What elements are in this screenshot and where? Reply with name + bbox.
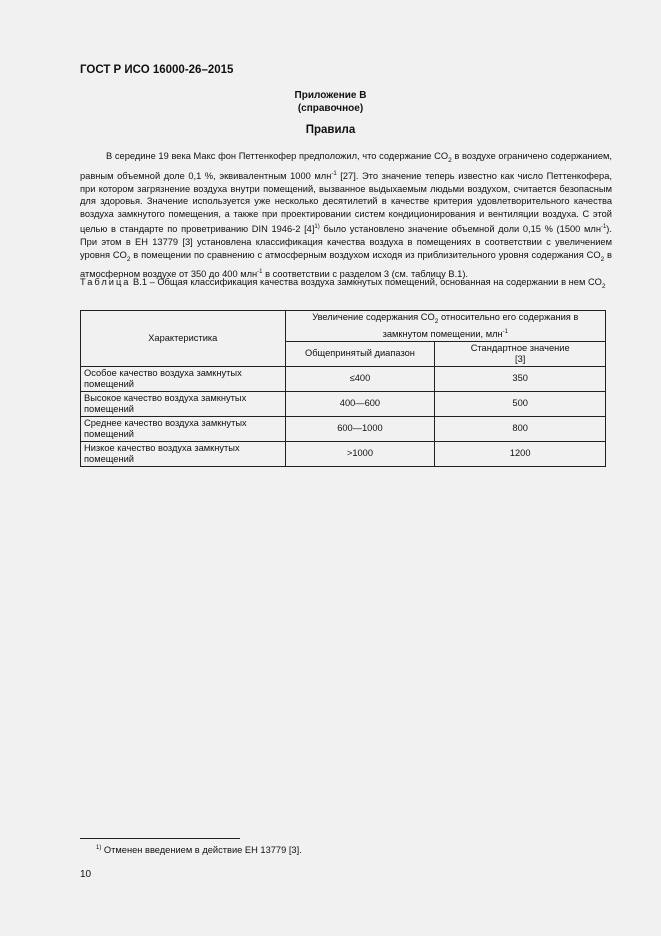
footnote-divider <box>80 838 240 839</box>
table-row <box>81 366 606 391</box>
section-title: Правила <box>305 124 356 136</box>
row-standard: 500 <box>435 391 606 416</box>
row-label: Высокое качество воздуха замкнутых помещений <box>81 391 286 416</box>
header-standard-value: Стандартное значение [3] <box>435 341 606 366</box>
row-label: Особое качество воздуха замкнутых помещений <box>81 366 286 391</box>
row-label: Среднее качество воздуха замкнутых помещений <box>81 416 286 441</box>
row-label: Низкое качество воздуха замкнутых помещений <box>81 441 286 466</box>
appendix-title: Приложение В <box>294 90 367 101</box>
footnote: $^{1)}$ Отменен введением в действие ЕН 13779 [3]. <box>96 845 302 856</box>
table-row <box>81 416 606 441</box>
document-code: ГОСТ Р ИСО 16000-26–2015 <box>80 64 234 76</box>
row-standard: 350 <box>435 366 606 391</box>
row-range: 400—600 <box>285 391 435 416</box>
table-row <box>81 391 606 416</box>
page-number: 10 <box>80 869 92 880</box>
appendix-subtitle: (справочное) <box>297 103 364 114</box>
air-quality-table <box>80 310 606 467</box>
header-common-range: Общепринятый диапазон <box>285 341 435 366</box>
header-characteristic: Характеристика <box>81 311 286 367</box>
appendix-heading <box>0 89 661 115</box>
body-paragraph: В середине 19 века Макс фон Петтенкофер предположил, что содержание $CO_2$ в воздухе ограничено содержанием, равным объемной доле 0,1 %, эквивалентным 1000 млн$^{-1}$ [27]. Это значение теперь известно как число Петтенкофера, при котором загрязнение воздуха внутри помещений, вызванное выдыхаемым людьми воздухом, считается безопасным для здоровья. Значение используется уже несколько десятилетий в качестве критерия удовлетворительного качества воздуха замкнутого помещения, а также при проектировании систем кондиционирования и вентиляции воздуха. С этой целью в стандарте по проветриванию DIN 1946-2 $[4]^{1)}$ было установлено значение объемной доли 0,15 % (1500 млн$^{-1}$). При этом в ЕН 13779 [3] установлена классификация качества воздуха в помещениях в соответствии с увеличением уровня $CO_2$ в помещении по сравнению с атмосферным воздухом исходя из приблизительного уровня содержания $CO_2$ в атмосферном воздухе от 350 до 400 млн$^{-1}$ в соответствии с разделом 3 (см. таблицу В.1). <box>80 151 612 280</box>
row-standard: 1200 <box>435 441 606 466</box>
table-caption: Таблица В.1 – Общая классификация качества воздуха замкнутых помещений, основанная на содержании в нем $CO_2$ <box>80 277 606 290</box>
row-range: ≤400 <box>285 366 435 391</box>
header-co2-increase: Увеличение содержания $CO_2$ относительно его содержания в замкнутом помещении, млн$^{-1}$ <box>285 311 605 342</box>
row-range: 600—1000 <box>285 416 435 441</box>
row-standard: 800 <box>435 416 606 441</box>
table-row <box>81 441 606 466</box>
row-range: >1000 <box>285 441 435 466</box>
